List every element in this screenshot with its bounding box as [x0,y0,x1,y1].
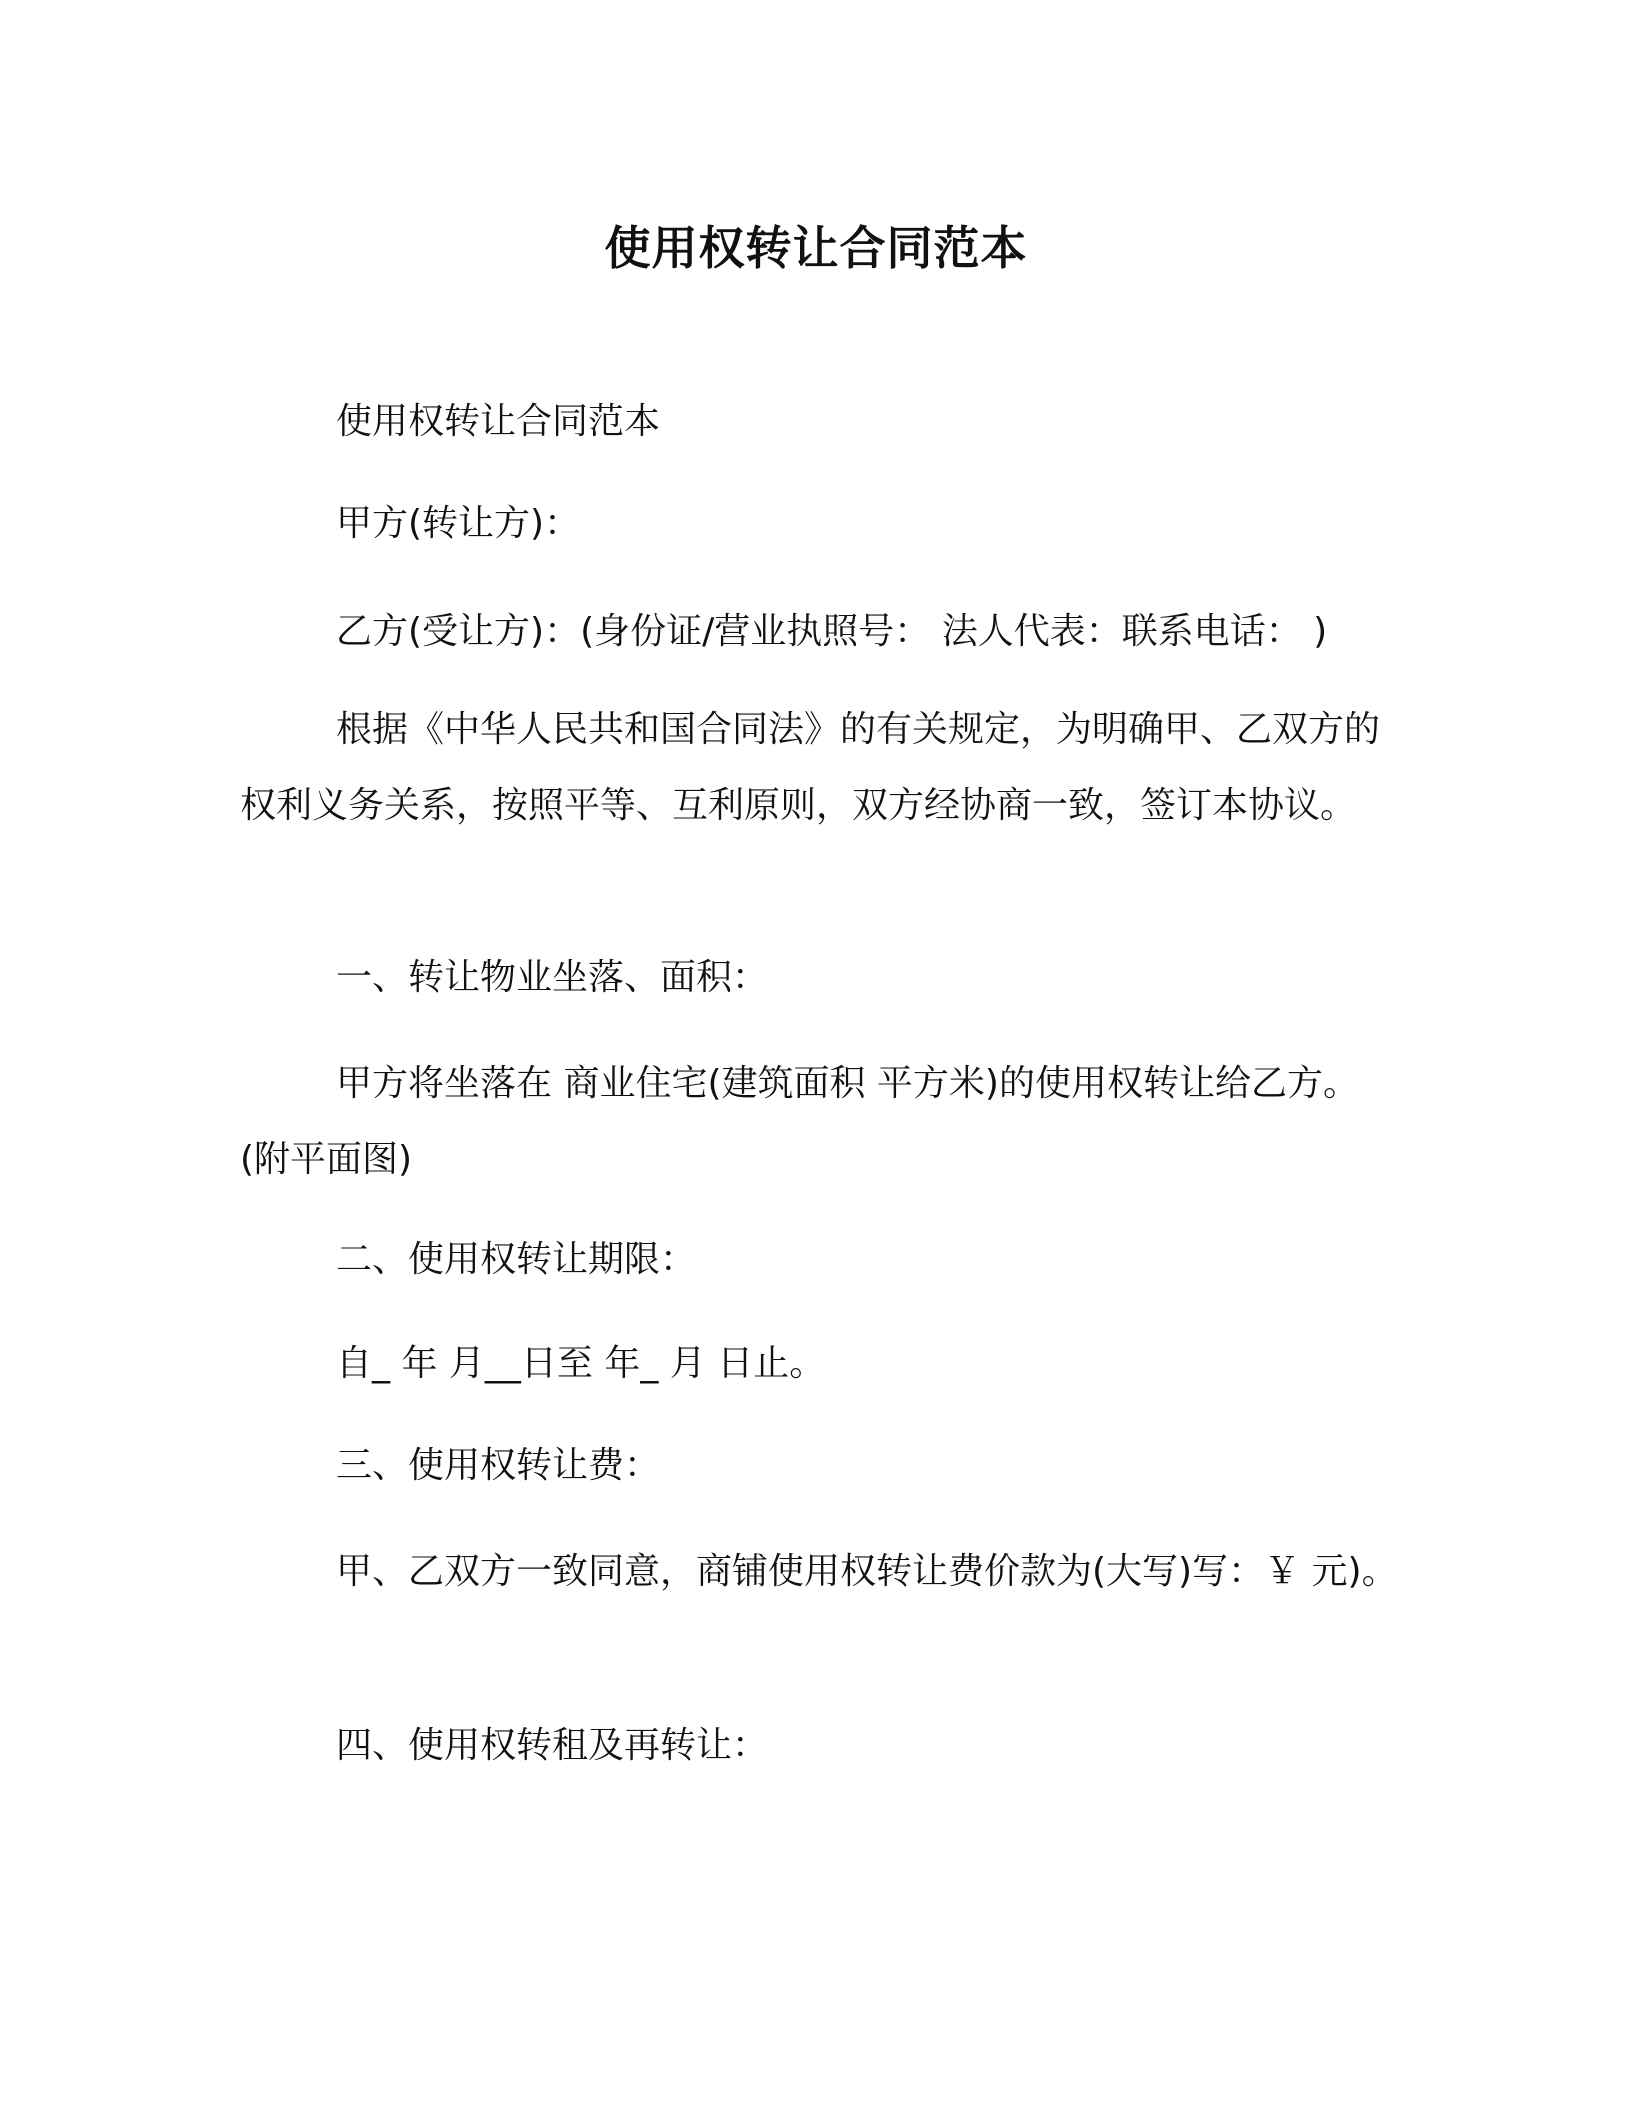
paragraph-preamble: 根据《中华人民共和国合同法》的有关规定，为明确甲、乙双方的权利义务关系，按照平等、互利原则，双方经协商一致，签订本协议。 [240,709,1381,826]
paragraph-section-1-heading: 一、转让物业坐落、面积： [336,957,769,998]
paragraph-party-b: 乙方(受让方)：(身份证/营业执照号： 法人代表：联系电话： ) [336,611,1328,652]
paragraph-section-3-body: 甲、乙双方一致同意，商铺使用权转让费价款为(大写)写：￥ 元)。 [336,1551,1398,1592]
paragraph-section-2-heading: 二、使用权转让期限： [336,1239,697,1280]
paragraph-section-2-body: 自_ 年 月__日至 年_ 月 日止。 [336,1343,826,1384]
paragraph-section-1-body: 甲方将坐落在 商业住宅(建筑面积 平方米)的使用权转让给乙方。(附平面图) [240,1063,1359,1180]
paragraph-party-a: 甲方(转让方)： [336,503,581,544]
document-title: 使用权转让合同范本 [604,221,1028,275]
paragraph-section-4-heading: 四、使用权转租及再转让： [336,1725,769,1766]
paragraph-heading: 使用权转让合同范本 [336,401,661,442]
paragraph-section-3-heading: 三、使用权转让费： [336,1445,661,1486]
